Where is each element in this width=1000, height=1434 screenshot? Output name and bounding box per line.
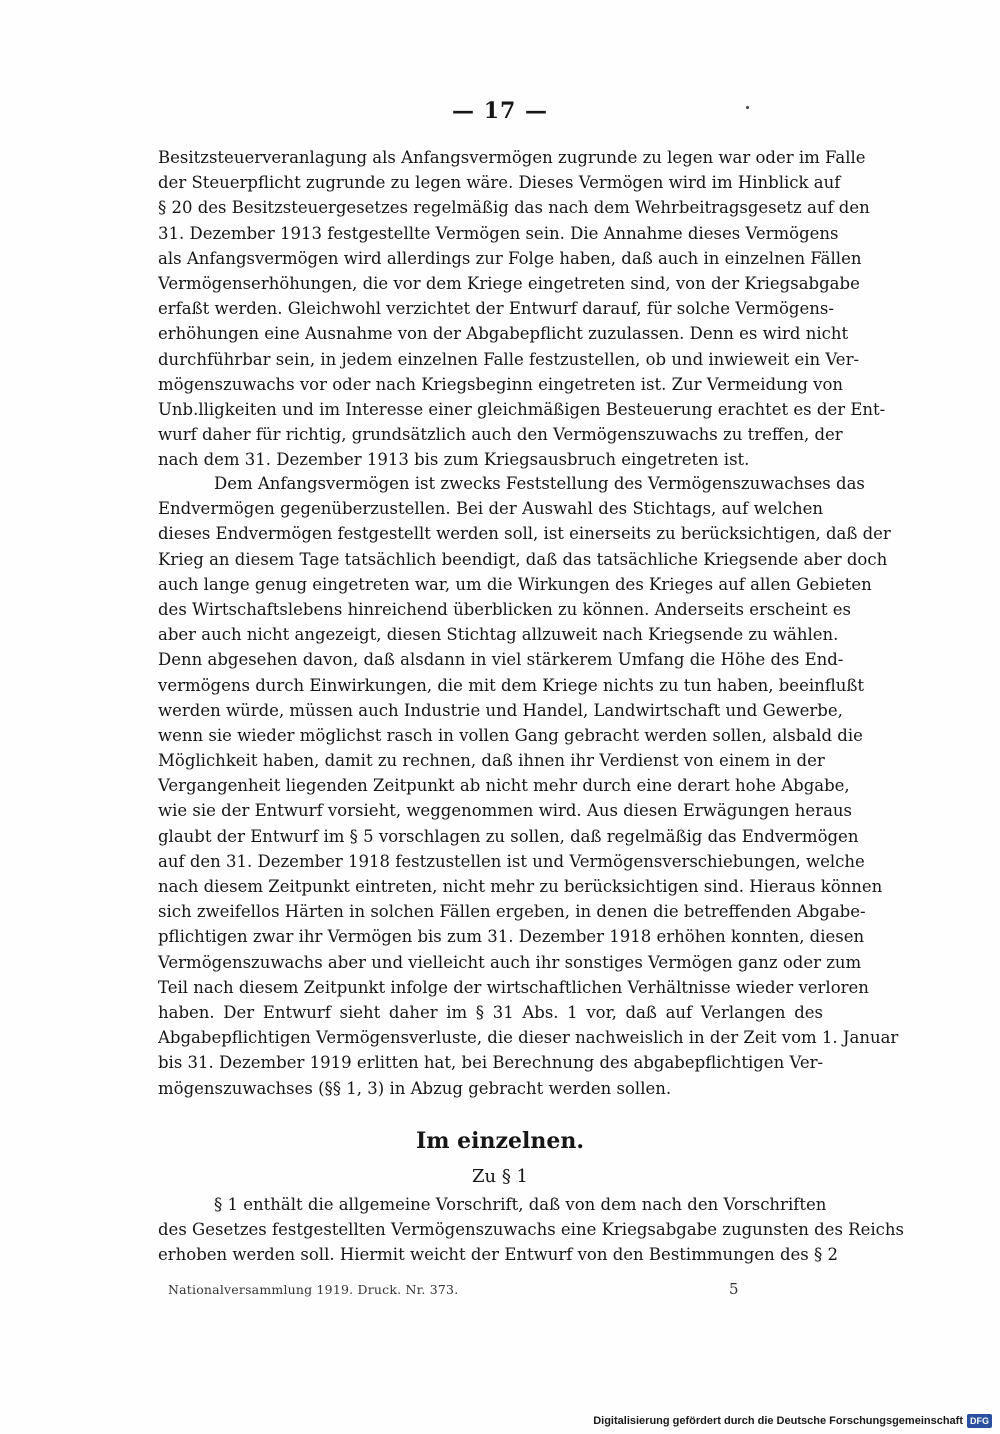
text-line: mögenszuwachs vor oder nach Kriegsbeginn eingetreten ist. Zur Vermeidung von [158,374,844,394]
text-line: wenn sie wieder möglichst rasch in vollen Gang gebracht werden sollen, alsbald die [158,725,863,745]
text-line: Möglichkeit haben, damit zu rechnen, daß ihnen ihr Verdienst von einem in der [158,751,825,771]
scan-speck [746,106,749,109]
text-line: sich zweifellos Härten in solchen Fällen ergeben, in denen die betreffenden Abgabe- [158,902,866,922]
text-line: Dem Anfangsvermögen ist zwecks Feststellung des Vermögenszuwachses das [214,474,865,493]
text-line: erhöhungen eine Ausnahme von der Abgabepflicht zuzulassen. Denn es wird nicht [158,324,849,344]
text-line: nach dem 31. Dezember 1913 bis zum Kriegsausbruch eingetreten ist. [158,450,750,470]
text-line: Vermögenszuwachs aber und vielleicht auch ihr sonstiges Vermögen ganz oder zum [158,952,862,972]
footer-print-reference: Nationalversammlung 1919. Druck. Nr. 373. [168,1282,459,1297]
text-line: Unb.lligkeiten und im Interesse einer gleichmäßigen Besteuerung erachtet es der Ent- [158,399,886,419]
credit-text: Digitalisierung gefördert durch die Deutsche Forschungsgemeinschaft [593,1415,963,1427]
dfg-logo-icon: DFG [967,1414,992,1428]
text-line: nach diesem Zeitpunkt eintreten, nicht mehr zu berücksichtigen sind. Hieraus können [158,877,883,896]
page-number: — 17 — [452,98,548,124]
text-line: auf den 31. Dezember 1918 festzustellen ist und Vermögensverschiebungen, welche [158,851,865,871]
text-line: wurf daher für richtig, grundsätzlich auch den Vermögenszuwachs zu treffen, der [158,425,843,445]
sub-heading: Zu § 1 [472,1166,528,1187]
text-line: Krieg an diesem Tage tatsächlich beendigt, daß das tatsächliche Kriegsende aber doch [158,549,888,569]
paragraph-2 [158,471,899,1101]
paragraph-1 [158,145,886,472]
text-line: werden würde, müssen auch Industrie und Handel, Landwirtschaft und Gewerbe, [158,700,843,720]
text-line: des Wirtschaftslebens hinreichend überblicken zu können. Anderseits erscheint es [158,599,851,619]
text-line: aber auch nicht angezeigt, diesen Stichtag allzuweit nach Kriegsende zu wählen. [158,625,839,645]
footer-signature-number: 5 [729,1280,739,1298]
text-line: Vermögenserhöhungen, die vor dem Kriege eingetreten sind, von der Kriegsabgabe [158,273,860,293]
text-line: Denn abgesehen davon, daß alsdann in viel stärkerem Umfang die Höhe des End- [158,650,844,670]
text-line: Besitzsteuerveranlagung als Anfangsvermögen zugrunde zu legen war oder im Falle [158,148,866,167]
text-line: § 1 enthält die allgemeine Vorschrift, daß von dem nach den Vorschriften [214,1195,827,1214]
text-line: Endvermögen gegenüberzustellen. Bei der Auswahl des Stichtags, auf welchen [158,499,823,519]
text-line: wie sie der Entwurf vorsieht, weggenommen wird. Aus diesen Erwägungen heraus [158,801,852,821]
text-line: erhoben werden soll. Hiermit weicht der Entwurf von den Bestimmungen des § 2 [158,1245,838,1265]
text-line: erfaßt werden. Gleichwohl verzichtet der Entwurf darauf, für solche Vermögens- [158,299,834,319]
text-line: des Gesetzes festgestellten Vermögenszuwachs eine Kriegsabgabe zugunsten des Reichs [158,1220,904,1240]
text-line: vermögens durch Einwirkungen, die mit dem Kriege nichts zu tun haben, beeinflußt [158,675,865,695]
text-line: 31. Dezember 1913 festgestellte Vermögen sein. Die Annahme dieses Vermögens [158,223,839,243]
text-line: Abgabepflichtigen Vermögensverluste, die dieser nachweislich in der Zeit vom 1. Januar [158,1028,899,1048]
text-line: mögenszuwachses (§§ 1, 3) in Abzug gebracht werden sollen. [158,1078,672,1098]
text-line: Teil nach diesem Zeitpunkt infolge der wirtschaftlichen Verhältnisse wieder verloren [158,977,869,997]
text-line: durchführbar sein, in jedem einzelnen Falle festzustellen, ob und inwieweit ein Ver- [158,349,860,369]
paragraph-3 [158,1192,904,1268]
text-line: der Steuerpflicht zugrunde zu legen wäre. Dieses Vermögen wird im Hinblick auf [158,173,841,193]
text-line: pflichtigen zwar ihr Vermögen bis zum 31. Dezember 1918 erhöhen konnten, diesen [158,927,865,947]
text-line: Vergangenheit liegenden Zeitpunkt ab nicht mehr durch eine derart hohe Abgabe, [158,776,850,796]
text-line: auch lange genug eingetreten war, um die Wirkungen des Krieges auf allen Gebieten [158,574,872,594]
text-line: als Anfangsvermögen wird allerdings zur Folge haben, daß auch in einzelnen Fällen [158,248,862,268]
text-line: dieses Endvermögen festgestellt werden soll, ist einerseits zu berücksichtigen, daß der [158,524,891,544]
text-line: bis 31. Dezember 1919 erlitten hat, bei Berechnung des abgabepflichtigen Ver- [158,1053,824,1073]
section-heading: Im einzelnen. [415,1128,585,1154]
digitization-credit [593,1414,992,1428]
text-line: haben. Der Entwurf sieht daher im § 31 Abs. 1 vor, daß auf Verlangen des [158,1002,823,1022]
text-line: § 20 des Besitzsteuergesetzes regelmäßig das nach dem Wehrbeitragsgesetz auf den [158,198,870,218]
text-line: glaubt der Entwurf im § 5 vorschlagen zu sollen, daß regelmäßig das Endvermögen [158,826,859,846]
